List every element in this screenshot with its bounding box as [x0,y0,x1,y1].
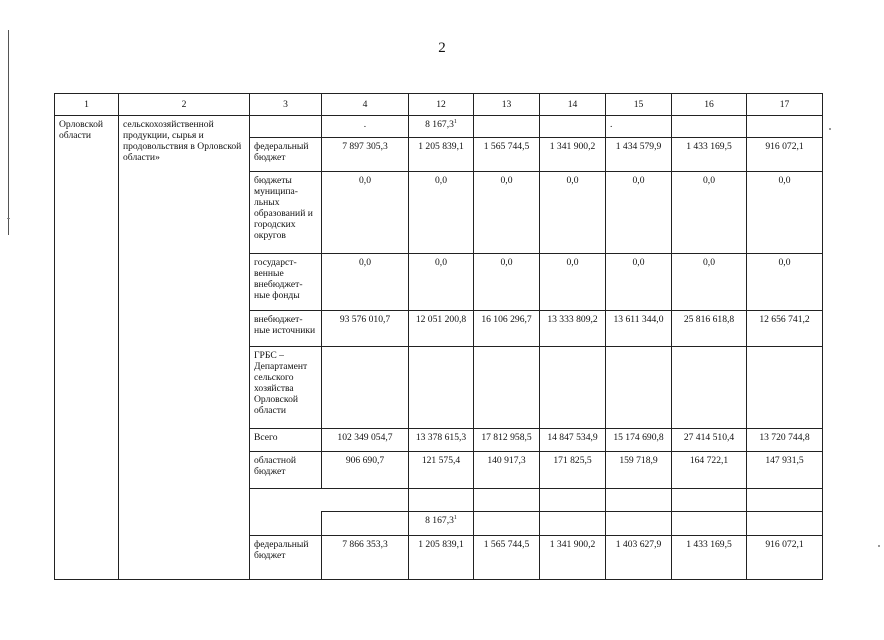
header-cell: 3 [250,94,322,116]
value-cell [474,489,540,512]
value-cell: 13 378 615,3 [409,429,474,452]
value-cell: 147 931,5 [747,452,823,489]
value-cell: 0,0 [409,254,474,311]
value-cell: 102 349 054,7 [322,429,409,452]
value-cell: 25 816 618,8 [672,311,747,347]
value-cell: 140 917,3 [474,452,540,489]
value-cell [409,347,474,429]
header-cell: 4 [322,94,409,116]
value-cell: 916 072,1 [747,536,823,580]
label-cell: Всего [250,429,322,452]
footnote-value: 8 167,3 [425,119,454,130]
header-cell: 1 [55,94,119,116]
scan-speck [7,218,10,219]
value-cell: 121 575,4 [409,452,474,489]
value-cell [474,116,540,138]
value-cell: 0,0 [540,254,606,311]
value-cell [540,489,606,512]
label-cell: федеральный бюджет [250,536,322,580]
program-cell: сельскохозяйственной продукции, сырья и продовольствия в Орловской области» [119,116,250,580]
value-cell: 17 812 958,5 [474,429,540,452]
value-cell: 0,0 [540,172,606,254]
value-cell: 1 565 744,5 [474,536,540,580]
value-cell [322,347,409,429]
label-cell: областной бюджет [250,452,322,489]
header-cell: 16 [672,94,747,116]
label-cell: бюджеты муниципа-льных образований и городских округов [250,172,322,254]
value-cell: 0,0 [474,172,540,254]
label-cell: государст-венные внебюджет-ные фонды [250,254,322,311]
value-cell: 171 825,5 [540,452,606,489]
page-number: 2 [438,40,446,56]
value-cell [672,489,747,512]
empty-cell [250,489,409,512]
value-cell: 13 333 809,2 [540,311,606,347]
footnote-mark: 1 [453,514,457,521]
value-cell: 27 414 510,4 [672,429,747,452]
value-cell [606,489,672,512]
value-cell: . [322,116,409,138]
value-cell: 906 690,7 [322,452,409,489]
footnote-mark: 1 [453,118,457,125]
value-cell: 0,0 [409,172,474,254]
value-cell: 12 051 200,8 [409,311,474,347]
value-cell: 16 106 296,7 [474,311,540,347]
value-cell: 1 433 169,5 [672,536,747,580]
value-cell [747,512,823,536]
value-cell: 13 720 744,8 [747,429,823,452]
value-cell [474,512,540,536]
label-cell: федеральный бюджет [250,138,322,172]
value-cell: 1 205 839,1 [409,138,474,172]
value-cell [672,512,747,536]
region-cell: Орловской области [55,116,119,580]
scan-margin-line [8,30,9,235]
table-row [55,116,823,138]
value-cell: 14 847 534,9 [540,429,606,452]
scan-speck [829,128,831,130]
value-cell [747,489,823,512]
label-cell [250,116,322,138]
value-cell: 159 718,9 [606,452,672,489]
value-cell: 0,0 [747,254,823,311]
value-cell: 1 434 579,9 [606,138,672,172]
label-cell [250,512,322,536]
value-cell: 1 341 900,2 [540,138,606,172]
value-cell: 7 897 305,3 [322,138,409,172]
value-cell: 93 576 010,7 [322,311,409,347]
value-cell [672,347,747,429]
value-cell: 0,0 [747,172,823,254]
value-cell [322,512,409,536]
value-cell: 13 611 344,0 [606,311,672,347]
value-cell: 916 072,1 [747,138,823,172]
value-cell: 15 174 690,8 [606,429,672,452]
value-cell [606,512,672,536]
value-cell: 1 565 744,5 [474,138,540,172]
budget-table [54,93,823,580]
header-cell: 14 [540,94,606,116]
value-cell: 0,0 [672,172,747,254]
value-cell: 12 656 741,2 [747,311,823,347]
scan-speck [878,545,880,547]
value-cell: 1 403 627,9 [606,536,672,580]
value-cell: 0,0 [672,254,747,311]
header-cell: 2 [119,94,250,116]
header-cell: 15 [606,94,672,116]
value-cell: 1 433 169,5 [672,138,747,172]
value-cell [409,116,474,138]
header-cell: 12 [409,94,474,116]
value-cell [540,347,606,429]
header-row [55,94,823,116]
value-cell: . [606,116,672,138]
value-cell [606,347,672,429]
value-cell: 0,0 [322,172,409,254]
value-cell: 0,0 [606,254,672,311]
value-cell: 0,0 [606,172,672,254]
value-cell [409,489,474,512]
value-cell [747,347,823,429]
value-cell [540,512,606,536]
value-cell: 0,0 [474,254,540,311]
header-cell: 13 [474,94,540,116]
value-cell: 0,0 [322,254,409,311]
value-cell [540,116,606,138]
value-cell [672,116,747,138]
label-cell: ГРБС – Департамент сельского хозяйства Орловской области [250,347,322,429]
value-cell [747,116,823,138]
header-cell: 17 [747,94,823,116]
footnote-value: 8 167,3 [425,515,454,526]
value-cell: 1 205 839,1 [409,536,474,580]
value-cell [409,512,474,536]
label-cell: внебюджет-ные источники [250,311,322,347]
value-cell: 164 722,1 [672,452,747,489]
value-cell: 1 341 900,2 [540,536,606,580]
value-cell [474,347,540,429]
value-cell: 7 866 353,3 [322,536,409,580]
